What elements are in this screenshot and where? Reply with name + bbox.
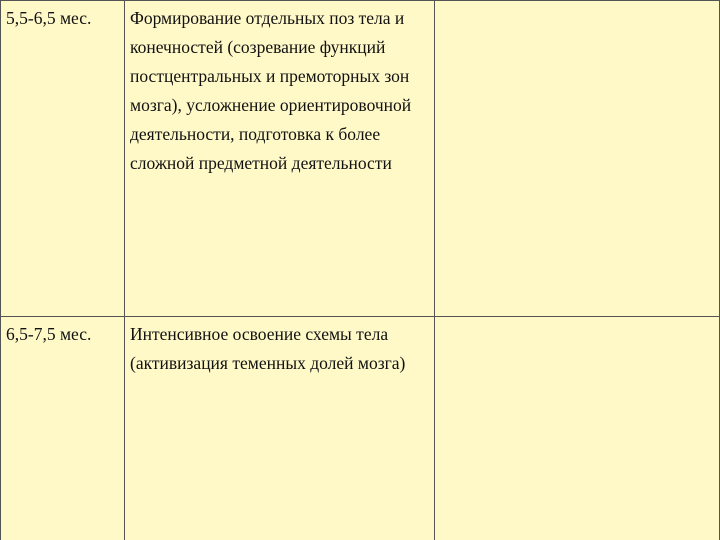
table-row [1,316,720,540]
age-text: 6,5-7,5 мес. [6,323,92,344]
age-cell [1,316,125,540]
age-cell [1,1,125,317]
table-row [1,1,720,317]
description-cell [125,316,435,540]
description-text: Интенсивное освоение схемы тела (активизация теменных долей мозга) [130,323,406,373]
age-text: 5,5-6,5 мес. [6,8,92,28]
description-cell [125,1,435,317]
notes-cell [435,1,720,317]
description-text: Формирование отдельных поз тела и конечностей (созревание функций постцентральных и премоторных зон мозга), усложнение ориентировочной деятельности, подготовка к более сложной предметной деятельности [130,8,412,173]
notes-cell [435,316,720,540]
